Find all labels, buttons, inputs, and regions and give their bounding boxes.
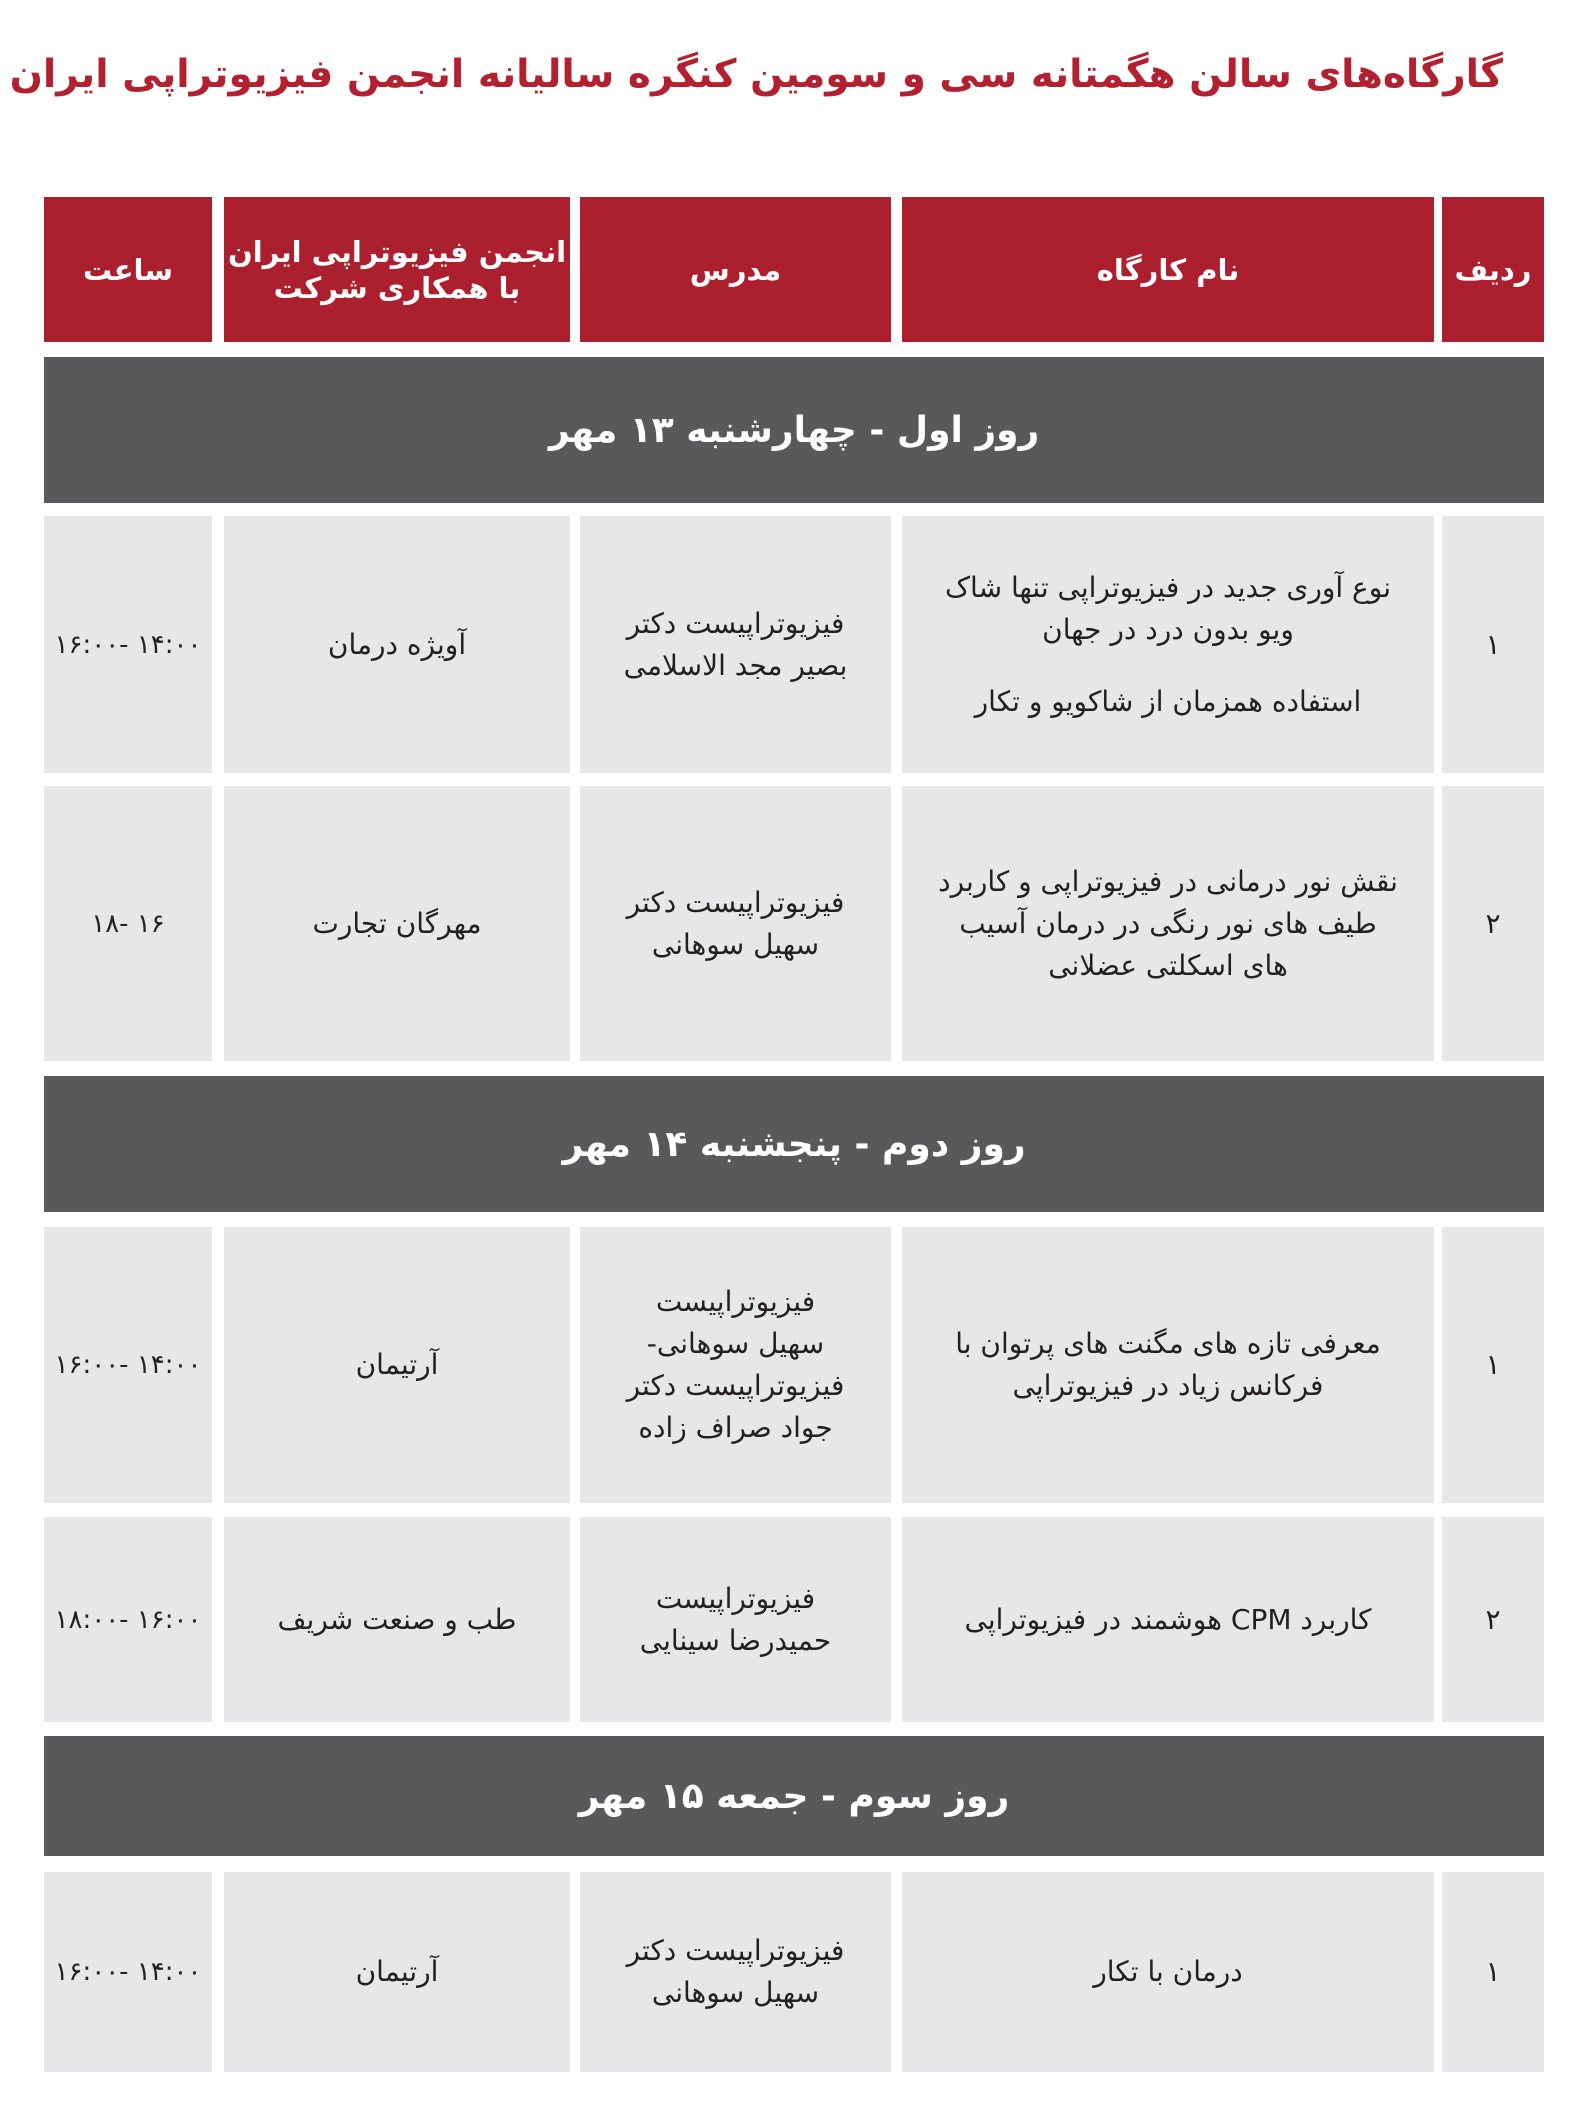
day-3-band: روز سوم - جمعه ۱۵ مهر bbox=[44, 1736, 1544, 1856]
day-3-row-1-time: ۱۴:۰۰ -۱۶:۰۰ bbox=[44, 1872, 212, 2072]
header-workshop-name: نام کارگاه bbox=[902, 197, 1434, 342]
day-2-row-2-partner: طب و صنعت شریف bbox=[224, 1517, 570, 1722]
instructor-line: سهیل سوهانی- bbox=[646, 1327, 825, 1360]
day-1-band: روز اول - چهارشنبه ۱۳ مهر bbox=[44, 357, 1544, 503]
header-time: ساعت bbox=[44, 197, 212, 342]
day-2-row-2-instructor bbox=[580, 1517, 891, 1722]
instructor-line: فیزیوتراپیست دکتر bbox=[626, 1369, 845, 1402]
day-3-row-1-instructor bbox=[580, 1872, 891, 2072]
workshop-line: های اسکلتی عضلانی bbox=[1048, 948, 1288, 982]
day-1-row-2-time: ۱۶ -۱۸ bbox=[44, 786, 212, 1061]
workshop-line: فرکانس زیاد در فیزیوتراپی bbox=[1012, 1369, 1324, 1402]
day-1-row-2-number: ۲ bbox=[1442, 786, 1544, 1061]
workshop-line: نوع آوری جدید در فیزیوتراپی تنها شاک bbox=[944, 570, 1392, 604]
workshop-extra-line: استفاده همزمان از شاکویو و تکار bbox=[974, 684, 1362, 718]
day-2-row-2-number: ۲ bbox=[1442, 1517, 1544, 1722]
header-row-number: ردیف bbox=[1442, 197, 1544, 342]
day-2-row-2-time: ۱۶:۰۰ -۱۸:۰۰ bbox=[44, 1517, 212, 1722]
header-partner-line1: انجمن فیزیوتراپی ایران bbox=[227, 234, 567, 269]
instructor-line: بصیر مجد الاسلامی bbox=[623, 648, 848, 682]
day-2-row-1-instructor bbox=[580, 1227, 891, 1503]
page-title: گارگاه‌های سالن هگمتانه سی و سومین کنگره سالیانه انجمن فیزیوتراپی ایران bbox=[9, 52, 1503, 97]
day-2-row-1-workshop bbox=[902, 1227, 1434, 1503]
instructor-line: فیزیوتراپیست دکتر bbox=[626, 885, 845, 919]
workshop-line: ویو بدون درد در جهان bbox=[1042, 612, 1294, 646]
instructor-line: جواد صراف زاده bbox=[638, 1411, 833, 1444]
header-partner-line2: با همکاری شرکت bbox=[273, 270, 521, 305]
day-1-row-2-partner: مهرگان تجارت bbox=[224, 786, 570, 1061]
instructor-line: فیزیوتراپیست دکتر bbox=[626, 606, 845, 640]
day-1-row-1-workshop bbox=[902, 516, 1434, 773]
day-3-row-1-number: ۱ bbox=[1442, 1872, 1544, 2072]
instructor-line: سهیل سوهانی bbox=[651, 927, 820, 961]
day-1-row-1-number: ۱ bbox=[1442, 516, 1544, 773]
instructor-line: سهیل سوهانی bbox=[651, 1976, 820, 2009]
day-2-row-1-time: ۱۴:۰۰ -۱۶:۰۰ bbox=[44, 1227, 212, 1503]
day-1-row-1-partner: آویژه درمان bbox=[224, 516, 570, 773]
day-3-row-1-workshop bbox=[902, 1872, 1434, 2072]
day-1-row-1-time: ۱۴:۰۰ -۱۶:۰۰ bbox=[44, 516, 212, 773]
header-instructor: مدرس bbox=[580, 197, 891, 342]
instructor-line: فیزیوتراپیست دکتر bbox=[626, 1934, 845, 1967]
day-2-row-2-workshop bbox=[902, 1517, 1434, 1722]
day-1-row-1-instructor bbox=[580, 516, 891, 773]
day-2-row-1-partner: آرتیمان bbox=[224, 1227, 570, 1503]
workshop-line: معرفی تازه های مگنت های پرتوان با bbox=[955, 1327, 1381, 1360]
day-3-row-1-partner: آرتیمان bbox=[224, 1872, 570, 2072]
day-1-row-2-instructor bbox=[580, 786, 891, 1061]
workshop-line: درمان با تکار bbox=[1093, 1955, 1243, 1988]
workshop-line: نقش نور درمانی در فیزیوتراپی و کاربرد bbox=[938, 864, 1398, 898]
day-1-row-2-workshop bbox=[902, 786, 1434, 1061]
day-2-band: روز دوم - پنجشنبه ۱۴ مهر bbox=[44, 1076, 1544, 1212]
workshop-line: کاربرد CPM هوشمند در فیزیوتراپی bbox=[964, 1602, 1372, 1636]
day-2-row-1-number: ۱ bbox=[1442, 1227, 1544, 1503]
instructor-line: فیزیوتراپیست bbox=[655, 1581, 816, 1615]
instructor-line: فیزیوتراپیست bbox=[655, 1285, 816, 1318]
header-partner bbox=[224, 197, 570, 342]
workshop-line: طیف های نور رنگی در درمان آسیب bbox=[959, 906, 1377, 940]
instructor-line: حمیدرضا سینایی bbox=[639, 1623, 832, 1657]
